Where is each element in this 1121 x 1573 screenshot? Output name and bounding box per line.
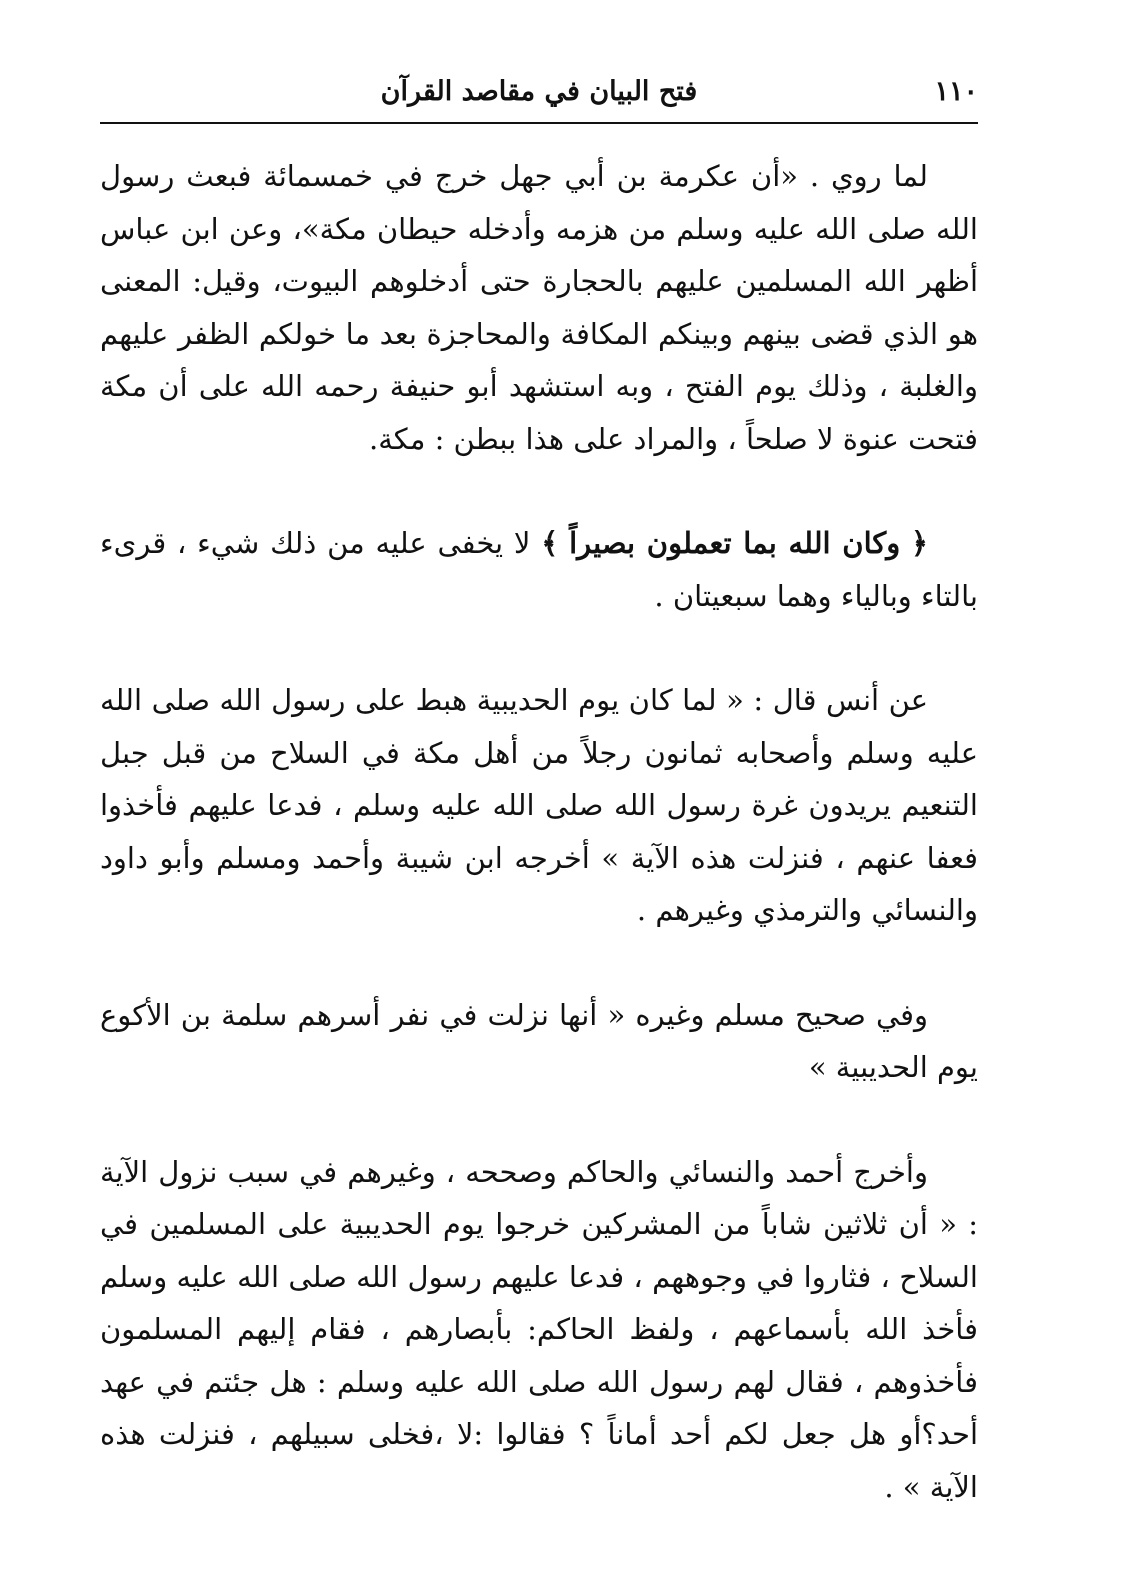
verse-open-bracket: ﴿: [911, 526, 929, 560]
paragraph-3: [100, 674, 978, 937]
page-header: [100, 70, 978, 120]
running-title: فتح البيان في مقاصد القرآن: [380, 76, 698, 107]
verse-close-bracket: ﴾: [541, 526, 559, 560]
paragraph-4: [100, 989, 978, 1094]
page-number: ١١٠: [934, 76, 978, 107]
header-divider: [100, 122, 978, 124]
paragraph-3-text: عن أنس قال : « لما كان يوم الحديبية هبط على رسول الله صلى الله عليه وسلم وأصحابه ثمانون رجلاً من أهل مكة في السلاح من قبل جبل التنعيم يريدون غرة رسول الله صلى الله عليه وسلم ، فدعا عليهم فأخذوا فعفا عنهم ، فنزلت هذه الآية » أخرجه ابن شيبة وأحمد ومسلم وأبو داود والنسائي والترمذي وغيرهم .: [100, 683, 978, 927]
paragraph-2: [100, 517, 978, 622]
paragraph-5-text: وأخرج أحمد والنسائي والحاكم وصححه ، وغيرهم في سبب نزول الآية : « أن ثلاثين شاباً من المشركين خرجوا يوم الحديبية على المسلمين في السلاح ، فثاروا في وجوههم ، فدعا عليهم رسول الله صلى الله عليه وسلم فأخذ الله بأسماعهم ، ولفظ الحاكم: بأبصارهم ، فقام إليهم المسلمون فأخذوهم ، فقال لهم رسول الله صلى الله عليه وسلم : هل جئتم في عهد أحد؟أو هل جعل لكم أحد أماناً ؟ فقالوا :لا ،فخلى سبيلهم ، فنزلت هذه الآية » .: [100, 1154, 979, 1504]
paragraph-1: [100, 150, 978, 465]
paragraph-5: [100, 1146, 978, 1514]
page-body: [100, 150, 978, 1513]
paragraph-1-text: لما روي . «أن عكرمة بن أبي جهل خرج في خمسمائة فبعث رسول الله صلى الله عليه وسلم من هزمه وأدخله حيطان مكة»، وعن ابن عباس أظهر الله المسلمين عليهم بالحجارة حتى أدخلوهم البيوت، وقيل: المعنى هو الذي قضى بينهم وبينكم المكافة والمحاجزة بعد ما خولكم الظفر عليهم والغلبة ، وذلك يوم الفتح ، وبه استشهد أبو حنيفة رحمه الله على أن مكة فتحت عنوة لا صلحاً ، والمراد على هذا ببطن : مكة.: [100, 159, 978, 456]
paragraph-2-text: لا يخفى عليه من ذلك شيء ، قرىء بالتاء وبالياء وهما سبعيتان .: [100, 526, 978, 613]
paragraph-4-text: وفي صحيح مسلم وغيره « أنها نزلت في نفر أسرهم سلمة بن الأكوع يوم الحديبية »: [100, 997, 978, 1084]
quran-verse: وكان الله بما تعملون بصيراً: [569, 526, 901, 560]
